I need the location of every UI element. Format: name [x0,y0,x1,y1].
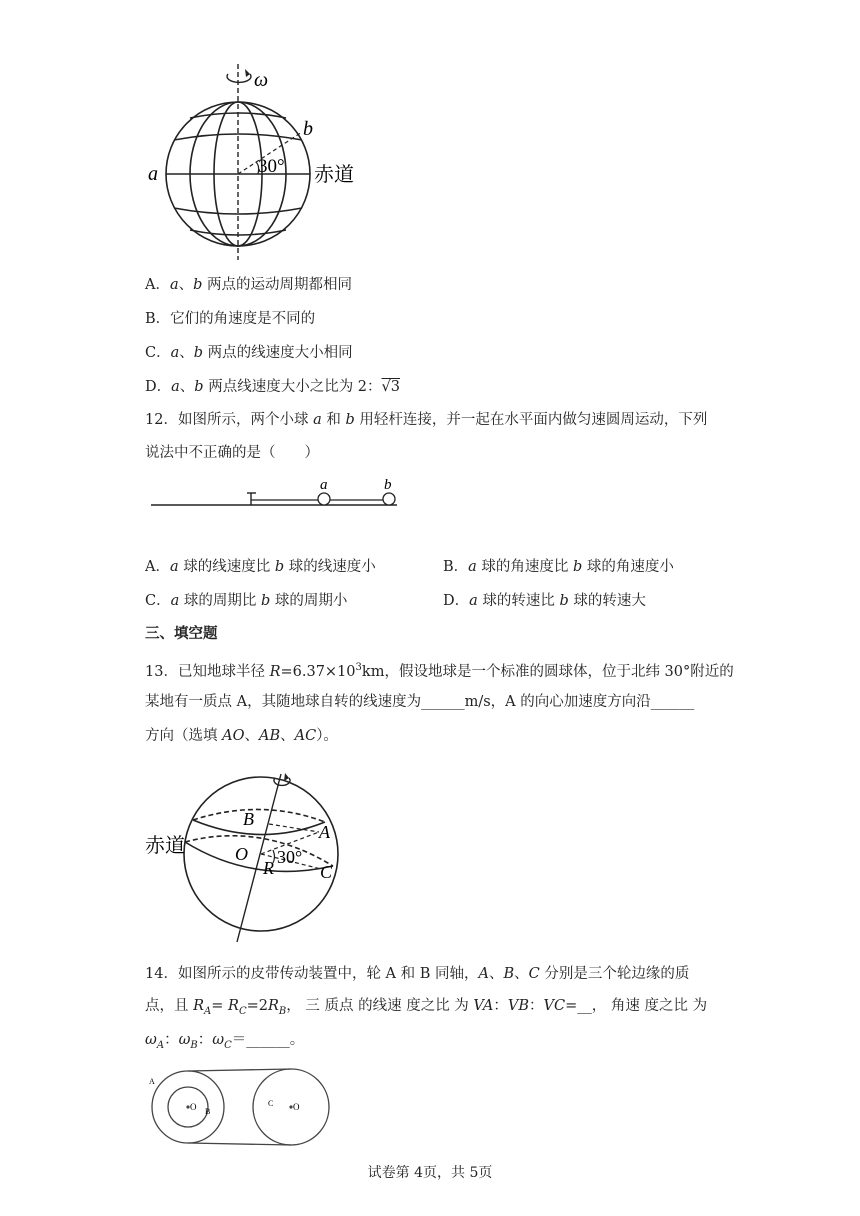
globe-figure-2 [143,762,363,947]
q13-stem-line3: 方向（选填 AO、AB、AC）。 [145,728,338,744]
point-a-label: a [148,163,158,185]
point-c-label: C [320,862,333,882]
q11-option-a: A．a、b 两点的运动周期都相同 [145,277,353,293]
q11-option-d: D．a、b 两点线速度大小之比为 2：√3 [145,379,401,395]
wheel-c-label: C [268,1099,274,1108]
omega-label: ω [254,69,269,91]
equator-label-2: 赤道 [145,835,185,857]
section-heading-fill-in: 三、填空题 [145,625,218,642]
q14-stem-line1: 14．如图所示的皮带传动装置中，轮 A 和 B 同轴，A、B、C 分别是三个轮边缘的质 [145,966,690,982]
wheel-b-label: B [205,1107,211,1116]
point-o-label: O [235,844,248,864]
radius-r-label: R [263,858,274,878]
q12-stem-line1: 12．如图所示，两个小球 a 和 b 用轻杆连接，并一起在水平面内做匀速圆周运动，下列 [145,412,708,428]
q12-option-b: B．a 球的角速度比 b 球的角速度小 [443,559,674,575]
belt-drive-figure [145,1066,340,1150]
angle-label-2: 30° [277,847,303,867]
q13-stem-line2: 某地有一质点 A，其随地球自转的线速度为______m/s，A 的向心加速度方向沿______ [145,694,695,710]
q11-option-b: B．它们的角速度是不同的 [145,311,316,327]
center-o-label-1: O [190,1102,197,1112]
globe-figure-1 [140,60,380,265]
ball-a-label: a [320,477,328,493]
wheel-a-label: A [149,1077,155,1086]
q11-option-c: C．a、b 两点的线速度大小相同 [145,345,353,361]
q12-option-a: A．a 球的线速度比 b 球的线速度小 [145,559,376,575]
q12-option-c: C．a 球的周期比 b 球的周期小 [145,593,348,609]
equator-label: 赤道 [314,164,354,186]
center-o-label-2: O [293,1102,300,1112]
rod-figure [145,476,405,514]
q14-stem-line3: $\omega_A$：$\omega_B$：$\omega_C=\_\_\_\_\_\_$。 [145,1032,305,1051]
point-a-label-2: A [319,822,330,842]
point-b-label: b [303,118,313,140]
q14-stem-line2: 点，且 $R_A= R_C=2R_B$， 三 质点 的线速 度之比 为 VA：VB：VC=__， 角速 度之比 为 [145,998,708,1017]
angle-label: 30° [258,156,285,177]
point-b-label-2: B [243,809,254,829]
page-footer: 试卷第 4页，共 5页 [367,1165,493,1181]
q13-stem-line1: 13．已知地球半径 $R=6.37\times 10^3km$，假设地球是一个标准的圆球体，位于北纬 30°附近的 [145,662,734,680]
q12-option-d: D．a 球的转速比 b 球的转速大 [443,593,646,609]
sqrt3: √3 [381,379,401,395]
q12-stem-line2: 说法中不正确的是（ ） [145,445,319,461]
ball-b-label: b [384,477,392,493]
